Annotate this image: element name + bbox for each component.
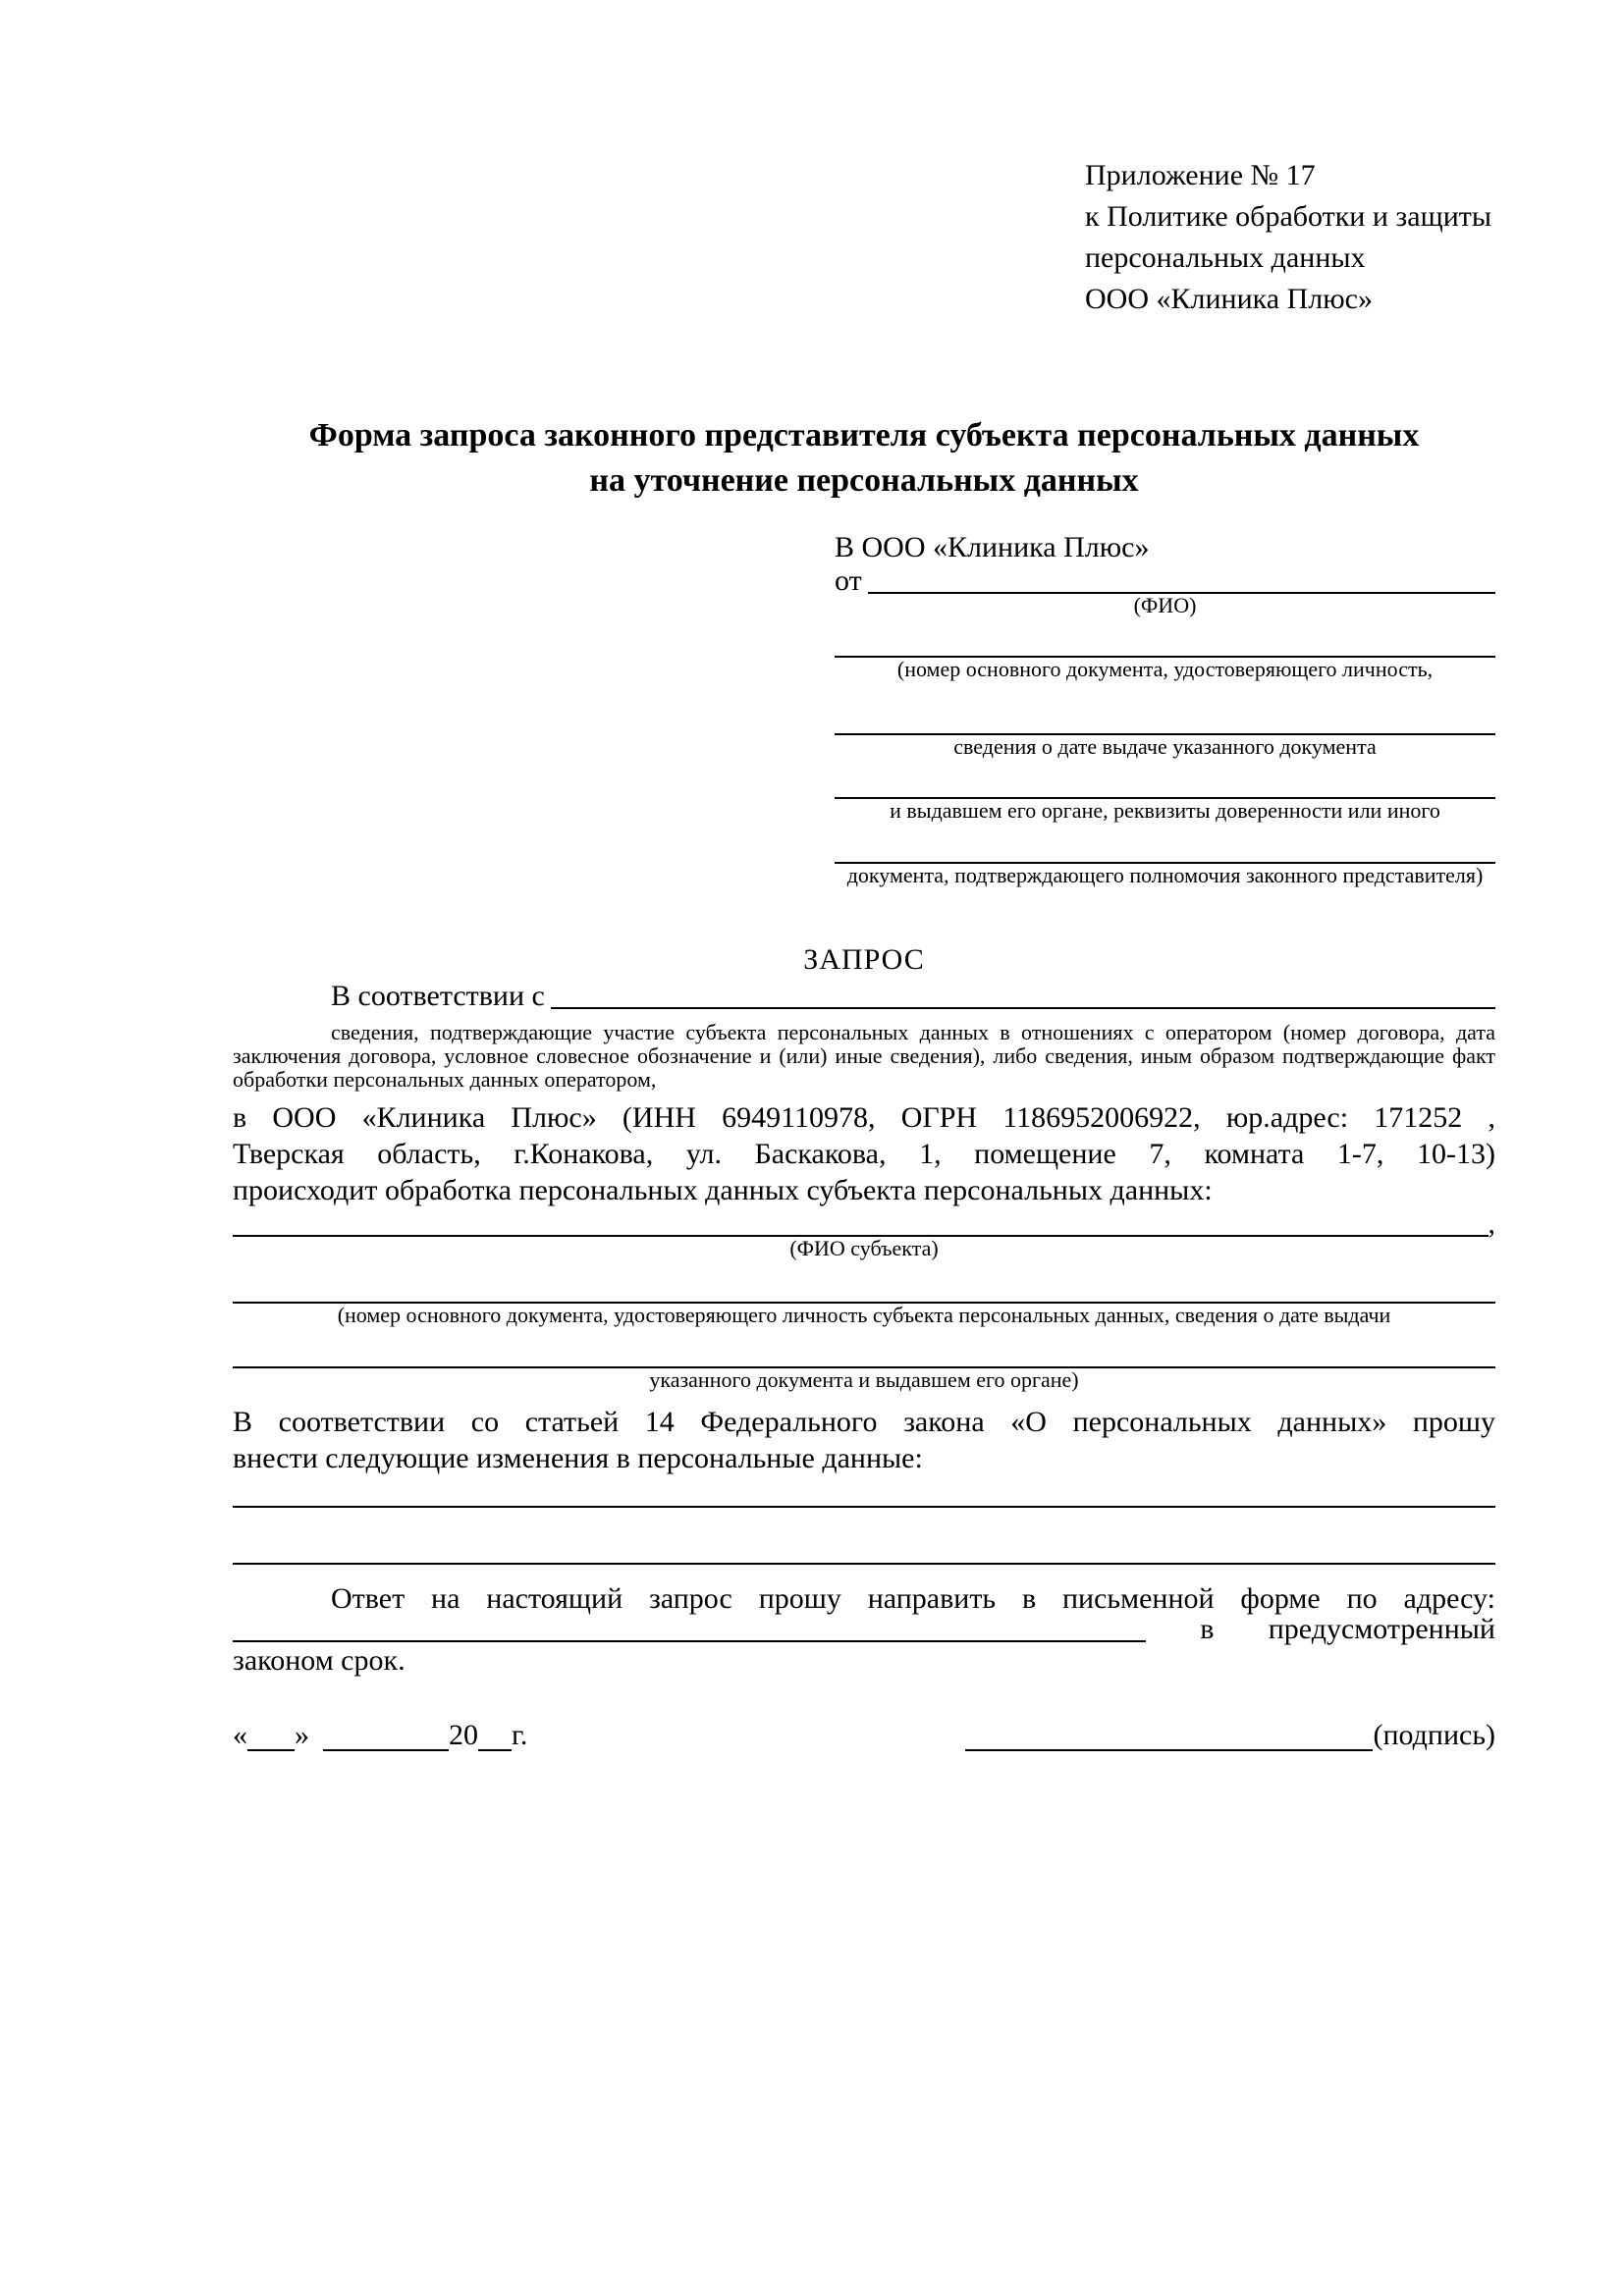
date-open-quote: «	[233, 1719, 247, 1751]
appendix-line-4: ООО «Клиника Плюс»	[1085, 283, 1373, 315]
footnote-line-3: обработки персональных данных оператором,	[233, 1067, 657, 1092]
appendix-block	[1085, 155, 1495, 320]
addressee-to: В ООО «Клиника Плюс»	[835, 531, 1150, 563]
request-heading: ЗАПРОС	[803, 943, 925, 976]
footnote-line-2: заключения договора, условное словесное обозначение и (или) иные сведения), либо сведения, иным образом подтверждающие факт	[233, 1043, 1495, 1068]
representative-doc-caption: (номер основного документа, удостоверяющего личность,	[896, 657, 1434, 681]
basis-label: В соответствии с	[331, 980, 545, 1012]
answer-paragraph-line-3: законом срок.	[233, 1644, 406, 1677]
authority-doc-blank-line	[835, 823, 1495, 864]
signature-group	[965, 1720, 1495, 1751]
answer-word-in: в	[1200, 1613, 1215, 1645]
basis-blank-line	[551, 1007, 1495, 1009]
document-content	[233, 155, 1495, 1751]
operator-paragraph-line-3: происходит обработка персональных данных субъекта персональных данных:	[233, 1174, 1213, 1206]
operator-paragraph	[233, 1099, 1495, 1208]
doc-issue-date-blank-line	[835, 681, 1495, 735]
date-day-blank-line	[247, 1749, 295, 1751]
answer-word-term: предусмотренный	[1268, 1613, 1495, 1645]
answer-paragraph	[233, 1580, 1495, 1679]
appendix-line-3: персональных данных	[1085, 241, 1366, 274]
operator-paragraph-line-2: Тверская область, г.Конакова, ул. Баскакова, 1, помещение 7, комната 1-7, 10-13)	[233, 1138, 1495, 1170]
answer-address-row	[233, 1613, 1495, 1645]
doc-issuer-blank-line	[835, 759, 1495, 799]
answer-paragraph-line-1: Ответ на настоящий запрос прошу направить в письменной форме по адресу:	[331, 1582, 1495, 1615]
subject-doc-blank-line	[233, 1260, 1495, 1304]
basis-footnote	[233, 1021, 1495, 1092]
date-month-blank-line	[323, 1749, 449, 1751]
subject-fio-caption: (ФИО субъекта)	[789, 1236, 939, 1260]
from-label: от	[835, 564, 862, 597]
changes-blank-line-2	[233, 1508, 1495, 1565]
representative-doc-blank-line	[835, 617, 1495, 658]
date-year-suffix: г.	[512, 1719, 528, 1751]
date-signature-row	[233, 1720, 1495, 1751]
changes-blank-line-1	[233, 1476, 1495, 1508]
page-title-line-1: Форма запроса законного представителя субъекта персональных данных	[308, 417, 1420, 454]
law-paragraph-line-2: внести следующие изменения в персональные данные:	[233, 1442, 923, 1474]
appendix-line-1: Приложение № 17	[1085, 159, 1316, 191]
signature-caption: (подпись)	[1373, 1719, 1495, 1751]
page-title	[233, 413, 1495, 504]
law-paragraph	[233, 1404, 1495, 1476]
law-paragraph-line-1: В соответствии со статьей 14 Федерального закона «О персональных данных» прошу	[233, 1406, 1495, 1438]
operator-paragraph-line-1: в ООО «Клиника Плюс» (ИНН 6949110978, ОГРН 1186952006922, юр.адрес: 171252 ,	[233, 1101, 1495, 1134]
date-year-prefix: 20	[449, 1719, 478, 1751]
signature-blank-line	[965, 1749, 1373, 1751]
doc-issue-date-caption: сведения о дате выдаче указанного документа	[953, 734, 1377, 759]
from-row	[835, 564, 1495, 597]
date-year-blank-line	[478, 1749, 512, 1751]
date-close-quote: »	[295, 1719, 309, 1751]
authority-doc-caption: документа, подтверждающего полномочия законного представителя)	[846, 863, 1484, 887]
date-group	[233, 1720, 527, 1751]
footnote-line-1: сведения, подтверждающие участие субъекта персональных данных в отношениях с оператором (номер договора, дата	[331, 1020, 1495, 1044]
subject-doc-issuer-blank-line	[233, 1327, 1495, 1368]
basis-row	[233, 980, 1495, 1012]
subject-doc-caption-line-1: (номер основного документа, удостоверяющего личность субъекта персональных данных, сведения о дате выдачи	[337, 1303, 1391, 1327]
subject-fio-row	[233, 1207, 1495, 1240]
subject-fio-trailing-comma: ,	[1488, 1207, 1495, 1240]
appendix-line-2: к Политике обработки и защиты	[1085, 200, 1492, 233]
addressee-block	[835, 527, 1495, 887]
doc-issuer-caption: и выдавшем его органе, реквизиты доверенности или иного	[890, 798, 1440, 823]
subject-doc-caption-line-2: указанного документа и выдавшем его органе)	[649, 1367, 1079, 1392]
page-title-line-2: на уточнение персональных данных	[589, 462, 1139, 499]
fio-caption: (ФИО)	[1133, 593, 1197, 617]
